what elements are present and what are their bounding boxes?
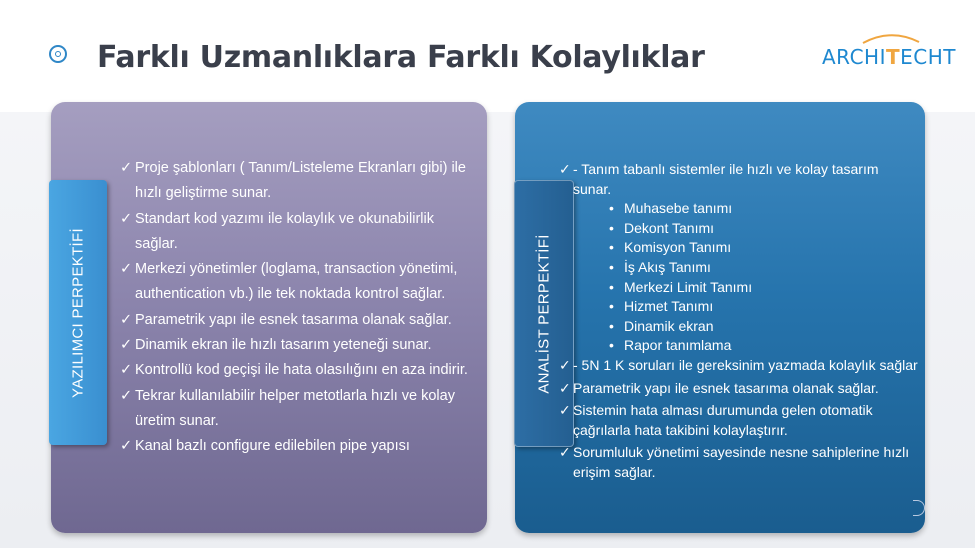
check-icon: ✓ xyxy=(120,311,133,328)
sub-list-item-text: Dinamik ekran xyxy=(624,317,714,334)
list-item xyxy=(120,257,470,308)
check-icon: ✓ xyxy=(120,362,133,379)
bullet-icon: • xyxy=(609,239,614,256)
check-icon: ✓ xyxy=(120,337,133,354)
list-item-text: - 5N 1 K soruları ile gereksinim yazmada kolaylık sağlar xyxy=(573,356,918,373)
list-item xyxy=(120,207,470,258)
list-item xyxy=(120,384,470,435)
sub-list-item xyxy=(609,317,919,337)
check-icon: ✓ xyxy=(559,379,571,396)
sub-list-item-text: İş Akış Tanımı xyxy=(624,258,711,275)
target-icon xyxy=(49,45,67,63)
list-item-text: Parametrik yapı ile esnek tasarıma olanak sağlar. xyxy=(135,311,452,328)
sub-list-item-text: Merkezi Limit Tanımı xyxy=(624,278,753,295)
list-item-text: Standart kod yazımı ile kolaylık ve okunabilirlik sağlar. xyxy=(135,210,434,252)
developer-tab-label: YAZILIMCI PERPEKTİFİ xyxy=(69,227,87,398)
bullet-icon: • xyxy=(609,200,614,217)
sub-list-item xyxy=(609,238,919,258)
bullet-icon: • xyxy=(609,298,614,315)
list-item xyxy=(559,356,919,376)
logo-text-2: T xyxy=(885,45,901,69)
logo-text-3: ECHT xyxy=(900,45,956,69)
check-icon: ✓ xyxy=(120,438,133,455)
list-item-text: - Tanım tabanlı sistemler ile hızlı ve kolay tasarım sunar. xyxy=(573,161,879,197)
list-item-text: Proje şablonları ( Tanım/Listeleme Ekranları gibi) ile hızlı geliştirme sunar. xyxy=(135,160,466,202)
bullet-icon: • xyxy=(609,219,614,236)
logo-text-1: ARCHI xyxy=(822,45,886,69)
developer-list xyxy=(120,156,470,460)
developer-tab xyxy=(49,180,107,445)
list-item xyxy=(559,379,919,399)
check-icon: ✓ xyxy=(120,160,133,176)
list-item xyxy=(120,308,470,333)
list-item-text: Tekrar kullanılabilir helper metotlarla hızlı ve kolay üretim sunar. xyxy=(135,387,455,429)
logo xyxy=(822,42,956,72)
check-icon: ✓ xyxy=(120,261,133,278)
sub-list-item-text: Rapor tanımlama xyxy=(624,337,732,354)
sub-list-item xyxy=(609,219,919,239)
analyst-list xyxy=(559,160,919,483)
sub-list-item xyxy=(609,199,919,219)
bullet-icon: • xyxy=(609,317,614,334)
bullet-icon: • xyxy=(609,258,614,275)
bullet-icon: • xyxy=(609,278,614,295)
list-item-text: Dinamik ekran ile hızlı tasarım yeteneği sunar. xyxy=(135,337,432,354)
list-item xyxy=(120,358,470,383)
list-item xyxy=(120,434,470,459)
sub-list-item xyxy=(609,278,919,298)
check-icon: ✓ xyxy=(120,387,133,404)
check-icon: ✓ xyxy=(559,161,571,177)
list-item xyxy=(559,401,919,440)
check-icon: ✓ xyxy=(559,356,571,373)
sub-list-item-text: Komisyon Tanımı xyxy=(624,239,732,256)
check-icon: ✓ xyxy=(559,402,571,419)
page-title: Farklı Uzmanlıklara Farklı Kolaylıklar xyxy=(97,40,705,75)
list-item xyxy=(559,443,919,482)
list-item xyxy=(120,156,470,207)
sub-list-item-text: Hizmet Tanımı xyxy=(624,298,714,315)
list-item-text: Merkezi yönetimler (loglama, transaction yönetimi, authentication vb.) ile tek noktada kontrol sağlar. xyxy=(135,261,458,303)
check-icon: ✓ xyxy=(120,210,133,227)
list-item-text: Sorumluluk yönetimi sayesinde nesne sahiplerine hızlı erişim sağlar. xyxy=(573,444,910,480)
definition-sub-list xyxy=(573,199,919,356)
list-item xyxy=(120,333,470,358)
sub-list-item xyxy=(609,297,919,317)
list-item-text: Kontrollü kod geçişi ile hata olasılığını en aza indirir. xyxy=(135,362,468,379)
list-item-text: Parametrik yapı ile esnek tasarıma olanak sağlar. xyxy=(573,379,879,396)
sub-list-item-text: Dekont Tanımı xyxy=(624,219,715,236)
analyst-tab-label: ANALİST PERPEKTİFİ xyxy=(535,233,553,394)
bullet-icon: • xyxy=(609,337,614,354)
list-item xyxy=(559,160,919,356)
sub-list-item xyxy=(609,336,919,356)
sub-list-item-text: Muhasebe tanımı xyxy=(624,200,733,217)
list-item-text: Kanal bazlı configure edilebilen pipe yapısı xyxy=(135,438,410,455)
sub-list-item xyxy=(609,258,919,278)
list-item-text: Sistemin hata alması durumunda gelen otomatik çağrılarla hata takibini kolaylaştırır. xyxy=(573,402,873,438)
check-icon: ✓ xyxy=(559,444,571,461)
